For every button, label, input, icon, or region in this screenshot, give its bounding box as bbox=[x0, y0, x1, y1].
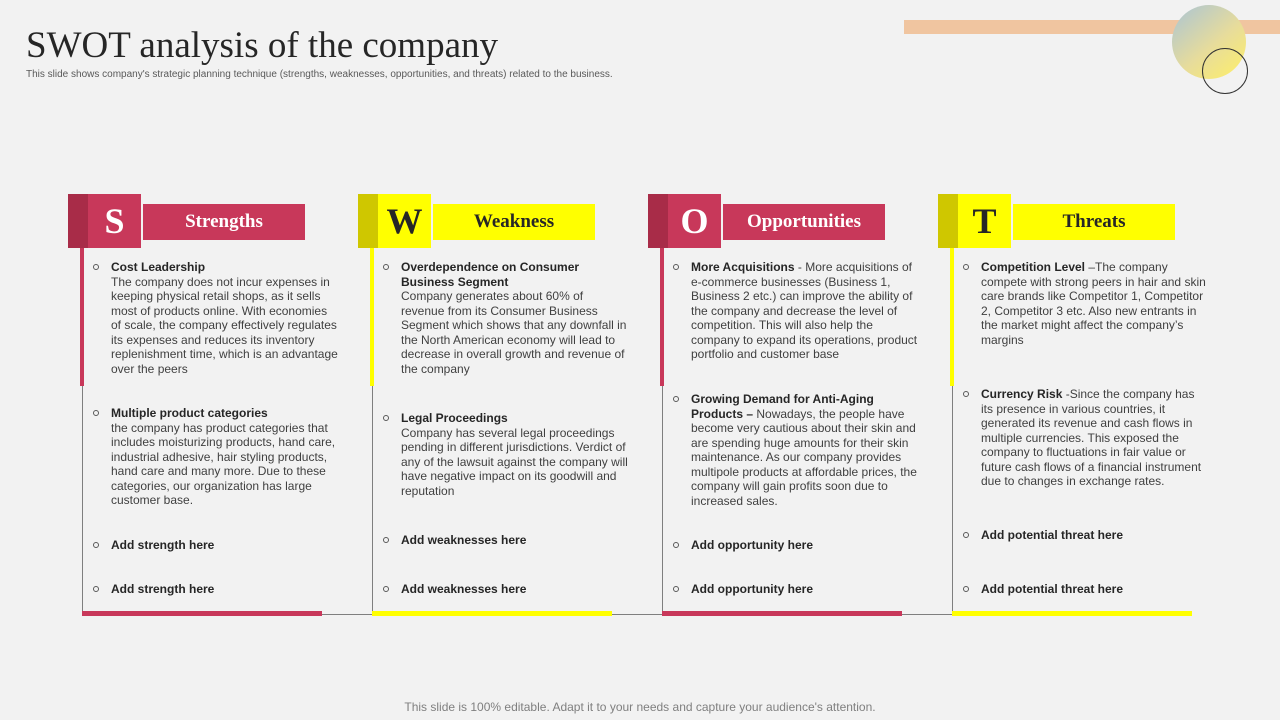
column-heading: Threats bbox=[1013, 204, 1175, 240]
swot-column-weakness bbox=[358, 194, 648, 618]
item-text: –The company compete with strong peers in hair and skin care brands like Competitor 1, Competitor 2, Competitor 3 etc. Also new entrants in the market might affect the company’s margins bbox=[981, 260, 1206, 347]
column-bottom-bar bbox=[82, 611, 322, 616]
decorative-ring bbox=[1202, 48, 1248, 94]
item-text: Nowadays, the people have become very cautious about their skin and are spending huge amounts for their skin maintenance. As our company provides multipole products at affordable prices, the company will gain profits soon due to increased sales. bbox=[691, 406, 917, 508]
item-text: -Since the company has its presence in various countries, it generated its revenue and cash flows in multiple currencies. This exposed the company to fluctuations in fair value or future cash flows of a financial instrument due to changes in exchange rates. bbox=[981, 387, 1202, 488]
column-bottom-bar bbox=[372, 611, 612, 616]
list-item bbox=[111, 582, 339, 597]
list-item bbox=[401, 260, 629, 376]
footer-note: This slide is 100% editable. Adapt it to your needs and capture your audience's attention. bbox=[404, 700, 876, 714]
item-heading: Growing Demand for Anti-Aging Products – bbox=[691, 392, 874, 421]
list-item bbox=[691, 260, 919, 362]
column-divider bbox=[372, 386, 373, 614]
item-heading: Legal Proceedings bbox=[401, 411, 508, 425]
page-title: SWOT analysis of the company bbox=[26, 25, 499, 66]
column-divider bbox=[82, 386, 83, 614]
item-text: The company does not incur expenses in keeping physical retail shops, as it sells most of products online. With economies of scale, the company effectively regulates its expenses and reduces its inventory replenishment time, which is an advantage over the peers bbox=[111, 274, 338, 376]
item-text: - More acquisitions of e-commerce businesses (Business 1, Business 2 etc.) can improve the ability of the company and decrease the level of competition. This will also help the company to expand its operations, product portfolio and customer base bbox=[691, 260, 918, 361]
item-text: Company has several legal proceedings pending in different jurisdictions. Verdict of any of the lawsuit against the company will have negative impact on its goodwill and reputation bbox=[401, 425, 628, 498]
tab-fold bbox=[648, 194, 668, 248]
tab-fold bbox=[938, 194, 958, 248]
list-item bbox=[691, 538, 919, 553]
column-letter: W bbox=[378, 194, 431, 248]
item-heading: More Acquisitions bbox=[691, 260, 795, 274]
column-accent-bar bbox=[950, 248, 954, 386]
list-item bbox=[111, 538, 339, 553]
item-heading: Multiple product categories bbox=[111, 406, 268, 420]
item-text: Company generates about 60% of revenue from its Consumer Business Segment which shows that any downfall in the North American economy will lead to decrease in overall growth and revenue of the company bbox=[401, 289, 627, 376]
swot-column-threats bbox=[938, 194, 1228, 618]
column-letter: O bbox=[668, 194, 721, 248]
list-item bbox=[691, 392, 919, 508]
list-item bbox=[111, 260, 339, 376]
column-accent-bar bbox=[80, 248, 84, 386]
item-heading: Competition Level bbox=[981, 260, 1086, 274]
item-heading: Add weaknesses here bbox=[401, 533, 527, 547]
column-bottom-bar bbox=[662, 611, 902, 616]
column-accent-bar bbox=[370, 248, 374, 386]
swot-column-opportunities bbox=[648, 194, 938, 618]
item-heading: Cost Leadership bbox=[111, 260, 206, 274]
tab-fold bbox=[358, 194, 378, 248]
list-item bbox=[981, 260, 1209, 347]
item-heading: Add opportunity here bbox=[691, 538, 813, 552]
column-heading: Weakness bbox=[433, 204, 595, 240]
list-item bbox=[111, 406, 339, 508]
item-heading: Add opportunity here bbox=[691, 582, 813, 596]
item-heading: Add weaknesses here bbox=[401, 582, 527, 596]
tab-fold bbox=[68, 194, 88, 248]
item-text: the company has product categories that includes moisturizing products, hand care, industrial adhesive, hair styling products, hand care and many more. Due to these categories, our organization has large customer base. bbox=[111, 420, 336, 507]
item-heading: Overdependence on Consumer Business Segment bbox=[401, 260, 580, 289]
list-item bbox=[981, 582, 1209, 597]
column-divider bbox=[952, 386, 953, 614]
column-letter: T bbox=[958, 194, 1011, 248]
item-heading: Add strength here bbox=[111, 538, 215, 552]
column-heading: Strengths bbox=[143, 204, 305, 240]
item-heading: Currency Risk bbox=[981, 387, 1063, 401]
column-accent-bar bbox=[660, 248, 664, 386]
list-item bbox=[981, 528, 1209, 543]
item-heading: Add potential threat here bbox=[981, 528, 1124, 542]
list-item bbox=[401, 582, 629, 597]
column-divider bbox=[662, 386, 663, 614]
item-heading: Add potential threat here bbox=[981, 582, 1124, 596]
page-subtitle: This slide shows company's strategic planning technique (strengths, weaknesses, opportunities, and threats) related to the business. bbox=[26, 69, 613, 80]
swot-column-strengths bbox=[68, 194, 358, 618]
list-item bbox=[691, 582, 919, 597]
list-item bbox=[401, 411, 629, 498]
column-letter: S bbox=[88, 194, 141, 248]
list-item bbox=[981, 387, 1209, 489]
column-bottom-bar bbox=[952, 611, 1192, 616]
item-heading: Add strength here bbox=[111, 582, 215, 596]
column-heading: Opportunities bbox=[723, 204, 885, 240]
list-item bbox=[401, 533, 629, 548]
